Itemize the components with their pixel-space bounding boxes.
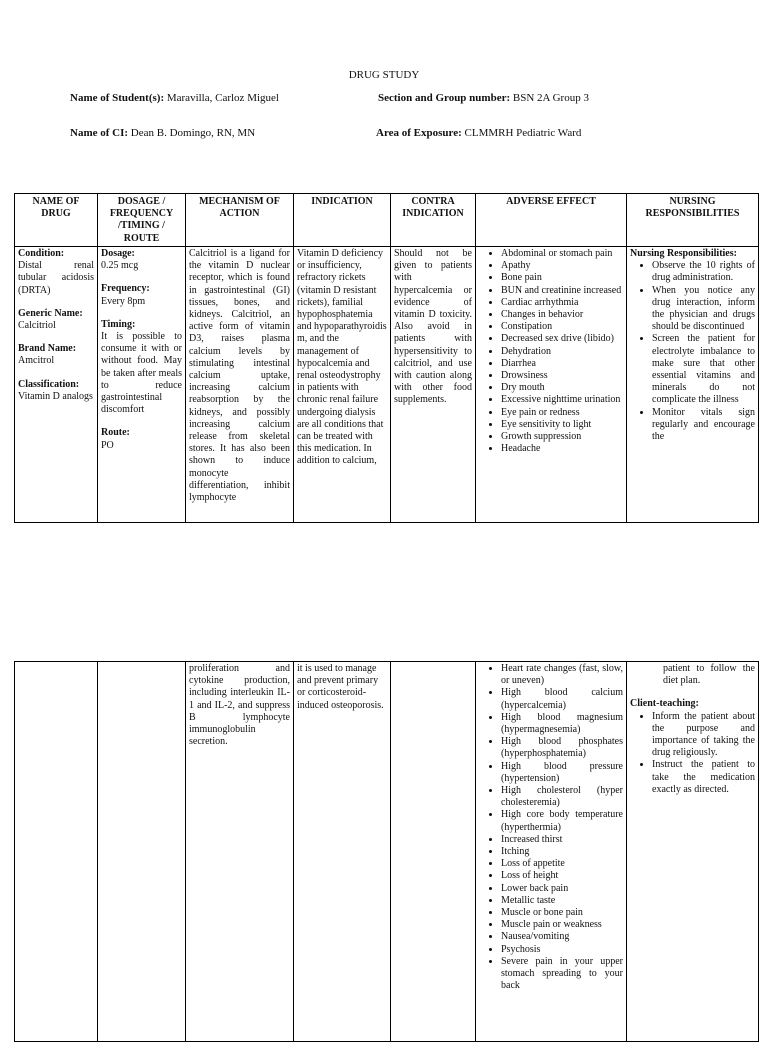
classification-value: Vitamin D analogs xyxy=(18,390,93,402)
section-line xyxy=(378,92,589,104)
nursing-list xyxy=(630,260,755,443)
list-item: • Eye sensitivity to light xyxy=(501,419,623,431)
timing-label: Timing: xyxy=(101,318,136,330)
condition-value: Distal renal tubular acidosis (DRTA) xyxy=(18,260,94,296)
list-item: • Diarrhea xyxy=(501,358,623,370)
list-item: • Nausea/vomiting xyxy=(501,931,623,943)
student-label: Name of Student(s): xyxy=(70,92,165,104)
list-item: • High blood calcium (hypercalcemia) xyxy=(501,687,623,711)
table-row xyxy=(15,662,759,1042)
frequency-value: Every 8pm xyxy=(101,295,146,307)
list-item: • Severe pain in your upper stomach spreading to your back xyxy=(501,956,623,993)
header-indication: INDICATION xyxy=(294,194,391,247)
adverse-effect-cell-continued xyxy=(476,662,627,1042)
nursing-cell xyxy=(627,247,759,523)
student-name-line xyxy=(70,92,279,104)
list-item: • Loss of appetite xyxy=(501,858,623,870)
list-item: • When you notice any drug interaction, inform the physician and drugs should be discontinued xyxy=(652,285,755,334)
mechanism-cell-continued: proliferation and cytokine production, including interleukin IL-1 and IL-2, and suppress B lymphocyte immunoglobulin secretion. xyxy=(186,662,294,1042)
nursing-continued-text: patient to follow the diet plan. xyxy=(663,663,755,687)
list-item: • Heart rate changes (fast, slow, or uneven) xyxy=(501,663,623,687)
adverse-effect-cell xyxy=(476,247,627,523)
list-item: • Inform the patient about the purpose and importance of taking the drug religiously. xyxy=(652,711,755,760)
list-item: • Increased thirst xyxy=(501,834,623,846)
contraindication-cell-continued xyxy=(391,662,476,1042)
drug-study-table-page1 xyxy=(14,193,759,523)
list-item: • Dehydration xyxy=(501,346,623,358)
client-teaching-label: Client-teaching: xyxy=(630,698,699,710)
area-label: Area of Exposure: xyxy=(376,127,462,139)
header-nursing-responsibilities: NURSING RESPONSIBILITIES xyxy=(627,194,759,247)
list-item: • Growth suppression xyxy=(501,431,623,443)
list-item: • Apathy xyxy=(501,260,623,272)
list-item: • High cholesterol (hyper cholesteremia) xyxy=(501,785,623,809)
list-item: • High blood magnesium (hypermagnesemia) xyxy=(501,712,623,736)
area-line xyxy=(376,127,581,139)
list-item: • Metallic taste xyxy=(501,895,623,907)
list-item: • Excessive nighttime urination xyxy=(501,394,623,406)
route-label: Route: xyxy=(101,427,130,439)
indication-cell: Vitamin D deficiency or insufficiency, refractory rickets (vitamin D resistant rickets), familial hypophosphatemia and hypoparathyroidis m, and the management of hypocalcemia and renal osteodystrophy in patients with chronic renal failure undergoing dialysis are all conditions that can be treated with this medication. In addition to calcium, xyxy=(294,247,391,523)
list-item: • Drowsiness xyxy=(501,370,623,382)
list-item: • Muscle or bone pain xyxy=(501,907,623,919)
frequency-label: Frequency: xyxy=(101,283,150,295)
list-item: • Monitor vitals sign regularly and encourage the xyxy=(652,407,755,444)
dosage-cell xyxy=(98,247,186,523)
indication-cell-continued: it is used to manage and prevent primary or corticosteroid-induced osteoporosis. xyxy=(294,662,391,1042)
header-name-of-drug: NAME OF DRUG xyxy=(15,194,98,247)
section-value: BSN 2A Group 3 xyxy=(512,92,589,104)
header-adverse-effect: ADVERSE EFFECT xyxy=(476,194,627,247)
adverse-effect-list-continued xyxy=(479,663,623,992)
list-item: • Decreased sex drive (libido) xyxy=(501,333,623,345)
route-value: PO xyxy=(101,439,114,451)
client-teaching-list xyxy=(630,711,755,796)
document-title: DRUG STUDY xyxy=(348,69,420,81)
classification-label: Classification: xyxy=(18,378,80,390)
list-item: • Headache xyxy=(501,443,623,455)
list-item: • Instruct the patient to take the medication exactly as directed. xyxy=(652,759,755,796)
adverse-effect-list xyxy=(479,248,623,455)
section-label: Section and Group number: xyxy=(378,92,511,104)
list-item: • Psychosis xyxy=(501,944,623,956)
list-item: • BUN and creatinine increased xyxy=(501,285,623,297)
list-item: • Muscle pain or weakness xyxy=(501,919,623,931)
header-mechanism: MECHANISM OF ACTION xyxy=(186,194,294,247)
drug-cell-continued xyxy=(15,662,98,1042)
mechanism-cell: Calcitriol is a ligand for the vitamin D nuclear receptor, which is found in gastrointestinal (GI) tissues, bones, and kidneys. Calcitriol, an active form of vitamin D3, raises plasma calcium levels by stimulating intestinal calcium uptake, increasing calcium reabsorption by the kidneys, and possibly increasing calcium release from skeletal stores. It has also been shown to induce monocyte differentiation, inhibit lymphocyte xyxy=(186,247,294,523)
generic-label: Generic Name: xyxy=(18,307,83,319)
brand-value: Amcitrol xyxy=(18,355,55,367)
dosage-label: Dosage: xyxy=(101,248,135,259)
ci-line xyxy=(70,127,255,139)
timing-value: It is possible to consume it with or without food. May be taken after meals to reduce gastrointestinal discomfort xyxy=(101,331,182,416)
dosage-cell-continued xyxy=(98,662,186,1042)
ci-label: Name of CI: xyxy=(70,127,129,139)
student-value: Maravilla, Carloz Miguel xyxy=(166,92,279,104)
list-item: • Dry mouth xyxy=(501,382,623,394)
nursing-label: Nursing Responsibilities: xyxy=(630,248,737,259)
list-item: • Observe the 10 rights of drug administration. xyxy=(652,260,755,284)
table-header-row xyxy=(15,194,759,247)
list-item: • Constipation xyxy=(501,321,623,333)
list-item: • Loss of height xyxy=(501,870,623,882)
list-item: • Cardiac arrhythmia xyxy=(501,297,623,309)
list-item: • Changes in behavior xyxy=(501,309,623,321)
list-item: • Abdominal or stomach pain xyxy=(501,248,623,260)
list-item: • Bone pain xyxy=(501,272,623,284)
contraindication-cell: Should not be given to patients with hypercalcemia or evidence of vitamin D toxicity. Also avoid in patients with hypersensitivity to calcitriol, and use with caution along with other food supplements. xyxy=(391,247,476,523)
area-value: CLMMRH Pediatric Ward xyxy=(464,127,582,139)
header-contraindication: CONTRA INDICATION xyxy=(391,194,476,247)
drug-cell xyxy=(15,247,98,523)
list-item: • Itching xyxy=(501,846,623,858)
nursing-cell-continued xyxy=(627,662,759,1042)
list-item: • Screen the patient for electrolyte imbalance to make sure that other essential vitamins and minerals do not complicate the illness xyxy=(652,333,755,406)
condition-label: Condition: xyxy=(18,248,65,259)
brand-label: Brand Name: xyxy=(18,343,77,355)
generic-value: Calcitriol xyxy=(18,320,56,332)
list-item: • Eye pain or redness xyxy=(501,407,623,419)
ci-value: Dean B. Domingo, RN, MN xyxy=(130,127,256,139)
dosage-value: 0.25 mcg xyxy=(101,260,139,272)
drug-study-table-page2 xyxy=(14,661,759,1042)
list-item: • High blood phosphates (hyperphosphatemia) xyxy=(501,736,623,760)
list-item: • High blood pressure (hypertension) xyxy=(501,761,623,785)
list-item: • High core body temperature (hyperthermia) xyxy=(501,809,623,833)
list-item: • Lower back pain xyxy=(501,883,623,895)
table-row xyxy=(15,247,759,523)
header-dosage: DOSAGE / FREQUENCY /TIMING / ROUTE xyxy=(98,194,186,247)
